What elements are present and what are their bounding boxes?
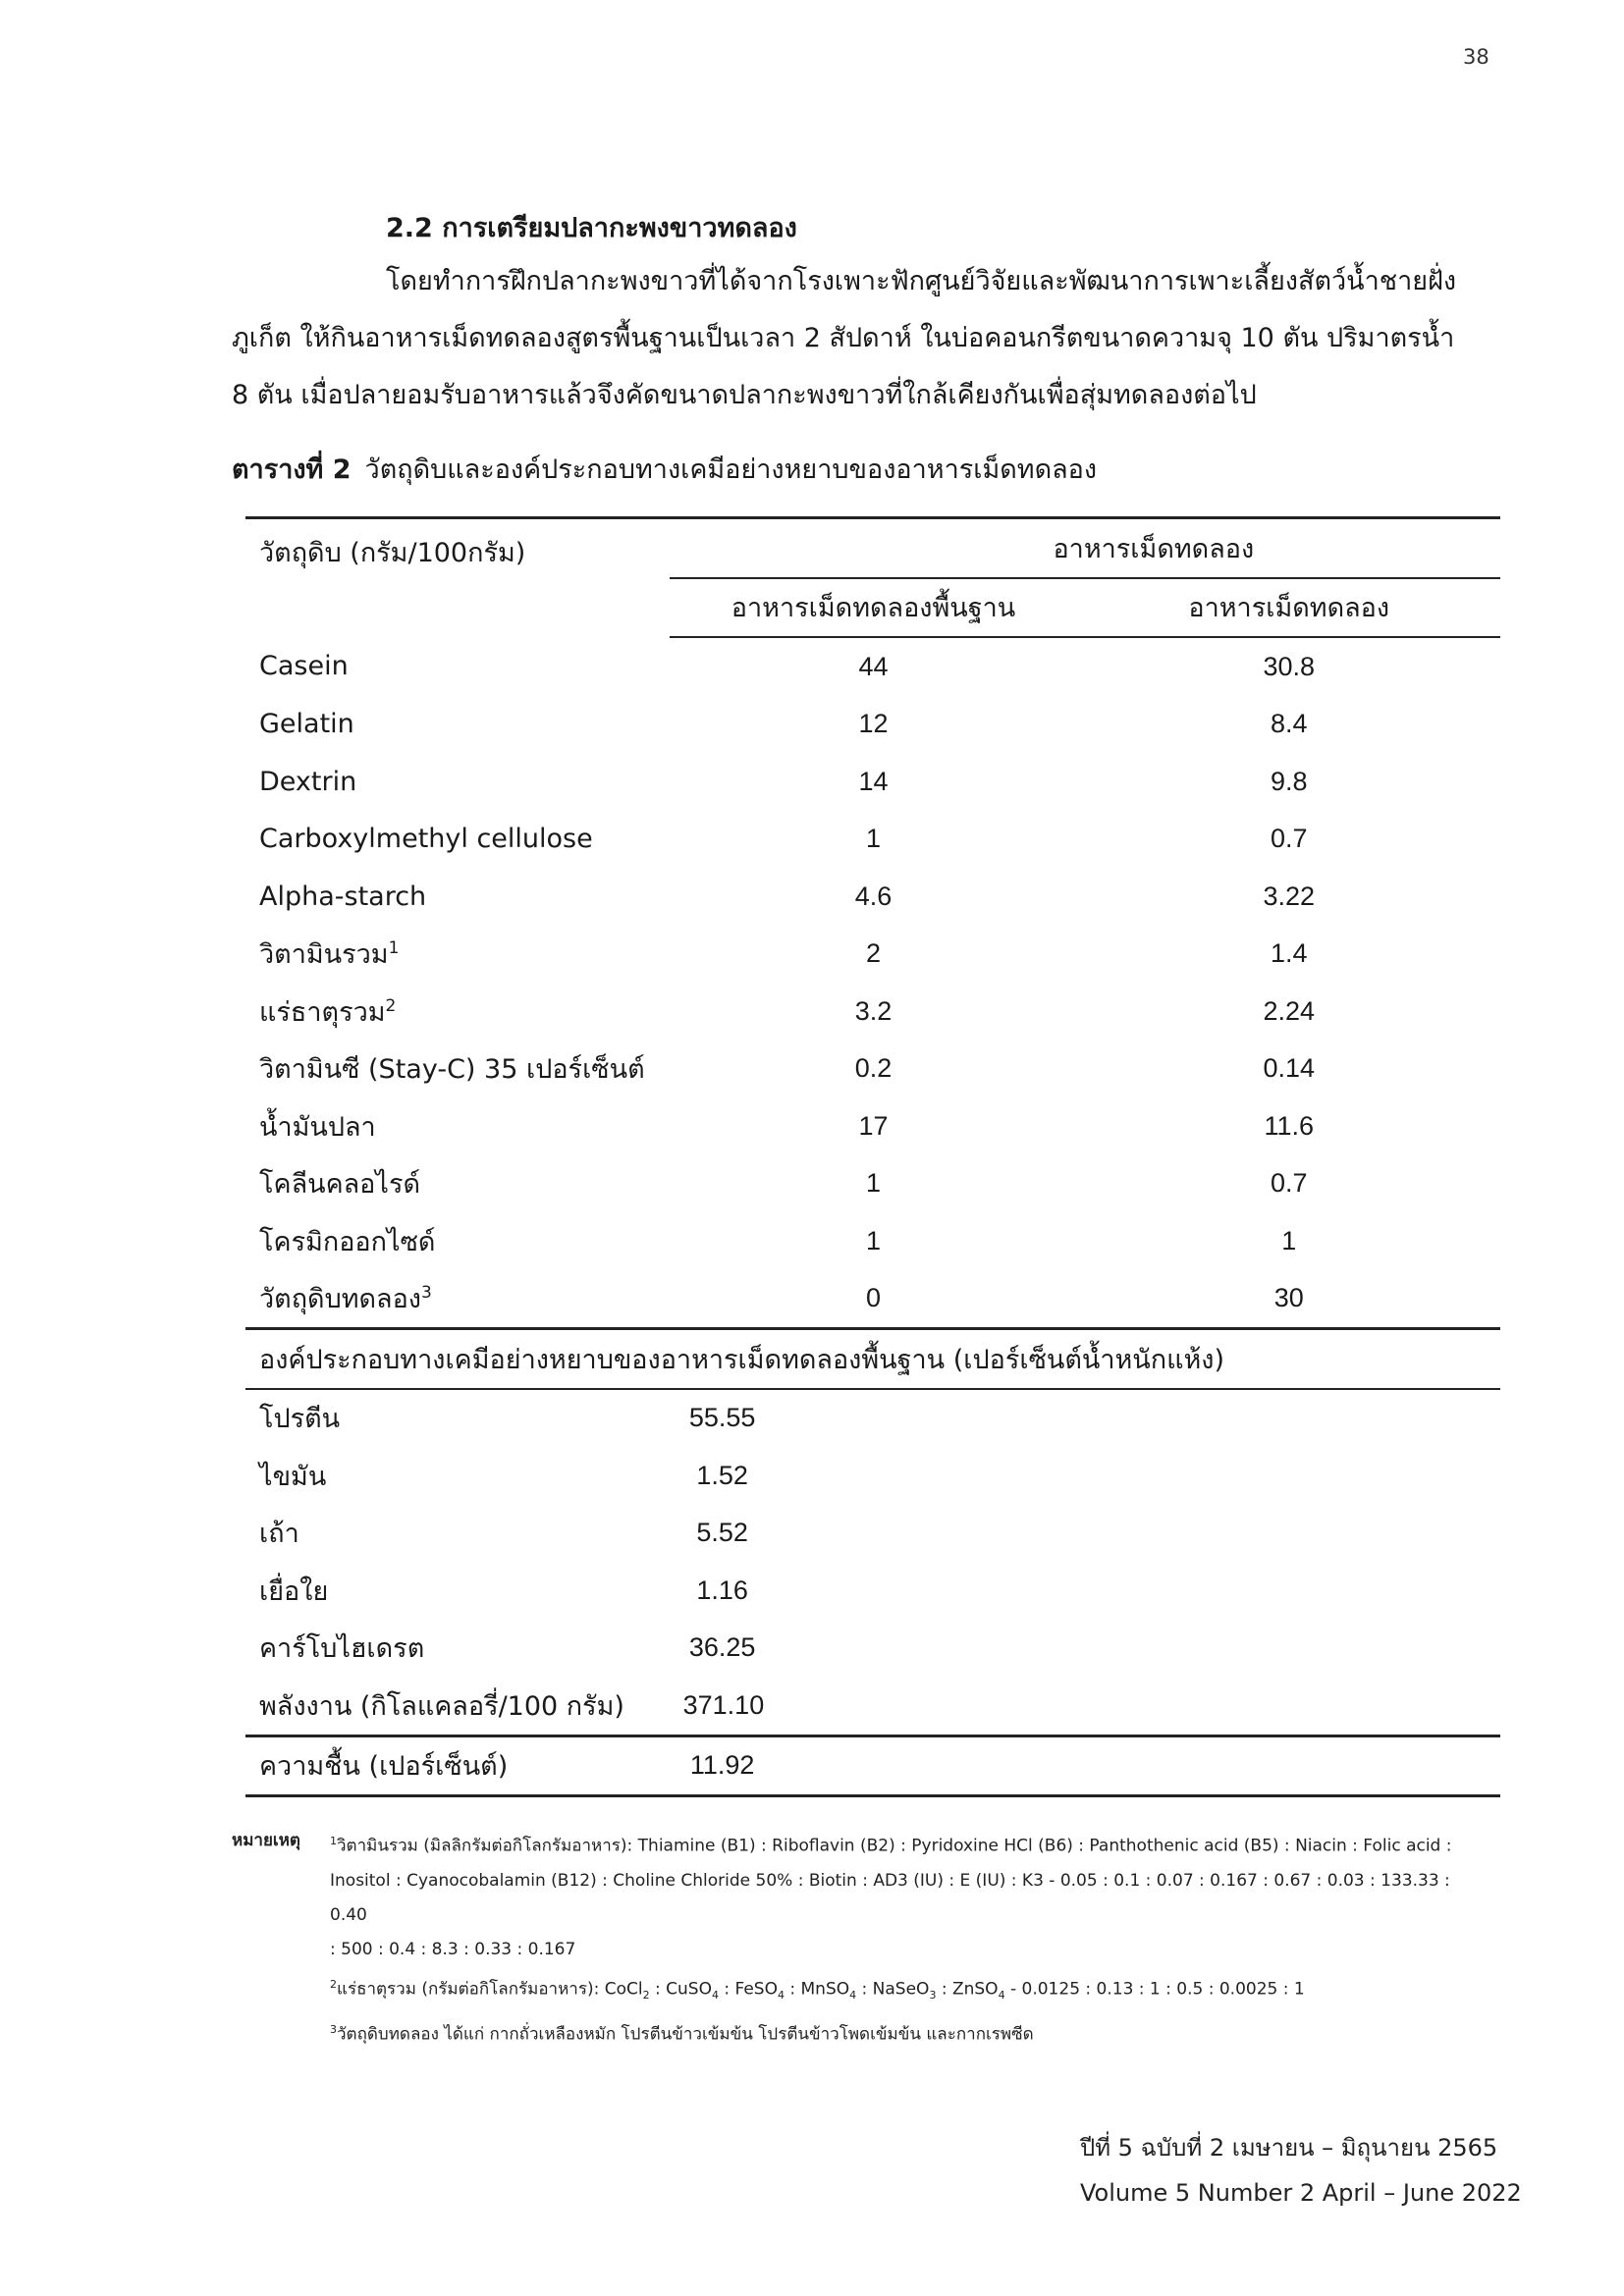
composition-row <box>245 1562 1500 1620</box>
footer-english: Volume 5 Number 2 April – June 2022 <box>1080 2179 1522 2207</box>
composition-value: 5.52 <box>696 1518 748 1548</box>
basal-value: 3.2 <box>854 995 893 1026</box>
test-value: 0.14 <box>1263 1053 1315 1084</box>
ingredient-rows <box>245 637 1500 1329</box>
test-value: 9.8 <box>1270 766 1308 796</box>
basal-value: 4.6 <box>854 881 893 911</box>
basal-value: 44 <box>858 651 889 681</box>
composition-row <box>245 1447 1500 1505</box>
test-value: 0.7 <box>1270 824 1308 854</box>
basal-value: 1 <box>866 824 882 854</box>
ingredient-name: Dextrin <box>259 766 357 797</box>
composition-value: 36.25 <box>688 1632 756 1663</box>
header-ingredient: วัตถุดิบ (กรัม/100กรัม) <box>245 518 670 638</box>
ingredient-name: วัตถุดิบทดลอง$^3$ <box>259 1283 432 1315</box>
basal-value: 17 <box>858 1110 889 1141</box>
composition-name: ไขมัน <box>259 1461 327 1492</box>
table-row <box>245 1041 1500 1098</box>
ingredient-name: วิตามินซี (Stay-C) 35 เปอร์เซ็นต์ <box>259 1054 645 1086</box>
table-row <box>245 753 1500 811</box>
moisture-label: ความชื้น (เปอร์เซ็นต์) <box>245 1735 670 1796</box>
table-caption-text: วัตถุดิบและองค์ประกอบทางเคมีอย่างหยาบของอาหารเม็ดทดลอง <box>364 454 1098 485</box>
table-row <box>245 1097 1500 1155</box>
section-heading: 2.2 การเตรียมปลากะพงขาวทดลอง <box>386 213 797 243</box>
table-row <box>245 637 1500 696</box>
table-row <box>245 811 1500 869</box>
composition-name: เยื่อใย <box>259 1575 329 1607</box>
basal-value: 1 <box>866 1168 882 1199</box>
test-value: 30 <box>1273 1283 1304 1313</box>
composition-value: 1.52 <box>696 1460 748 1490</box>
test-value: 8.4 <box>1270 709 1308 739</box>
table-row <box>245 1270 1500 1329</box>
header-col-basal: อาหารเม็ดทดลองพื้นฐาน <box>670 578 1078 638</box>
test-value: 2.24 <box>1263 995 1315 1026</box>
composition-header-row <box>245 1329 1500 1389</box>
test-value: 1 <box>1281 1225 1297 1255</box>
table-caption <box>232 448 1097 490</box>
body-paragraph <box>232 253 1479 424</box>
composition-name: เถ้า <box>259 1519 299 1550</box>
ingredient-name: Alpha-starch <box>259 881 427 912</box>
composition-header: องค์ประกอบทางเคมีอย่างหยาบของอาหารเม็ดทดลองพื้นฐาน (เปอร์เซ็นต์น้ำหนักแห้ง) <box>245 1329 1500 1389</box>
ingredient-name: น้ำมันปลา <box>259 1111 376 1143</box>
note-1-line-2: Inositol : Cyanocobalamin (B12) : Choline Chloride 50% : Biotin : AD3 (IU) : E (IU) : K3 - 0.05 : 0.1 : 0.07 : 0.167 : 0.67 : 0.03 : 133.33 : 0.40 <box>330 1870 1450 1925</box>
basal-value: 14 <box>858 766 889 796</box>
table-row <box>245 1155 1500 1213</box>
ingredient-name: วิตามินรวม$^1$ <box>259 938 400 971</box>
table-row <box>245 696 1500 754</box>
basal-value: 0.2 <box>854 1053 893 1084</box>
ingredient-name: แร่ธาตุรวม$^2$ <box>259 995 397 1028</box>
test-value: 0.7 <box>1270 1168 1308 1199</box>
body-paragraph-text: โดยทำการฝึกปลากะพงขาวที่ได้จากโรงเพาะฟักศูนย์วิจัยและพัฒนาการเพาะเลี้ยงสัตว์น้ำชายฝั่งภูเก็ต ให้กินอาหารเม็ดทดลองสูตรพื้นฐานเป็นเวลา 2 สัปดาห์ ในบ่อคอนกรีตขนาดความจุ 10 ตัน ปริมาตรน้ำ 8 ตัน เมื่อปลายอมรับอาหารแล้วจึงคัดขนาดปลากะพงขาวที่ใกล้เคียงกันเพื่อสุ่มทดลองต่อไป <box>232 266 1457 410</box>
basal-value: 1 <box>866 1225 882 1255</box>
table-header-row-1 <box>245 518 1500 578</box>
page-number: 38 <box>1463 45 1489 69</box>
table-row <box>245 983 1500 1041</box>
notes-label: หมายเหตุ <box>232 1831 300 1850</box>
ingredient-name: Casein <box>259 651 349 682</box>
note-3: $^3$วัตถุดิบทดลอง ได้แก่ กากถั่วเหลืองหมัก โปรตีนข้าวเข้มข้น โปรตีนข้าวโพดเข้มข้น และกากเรพซีด <box>330 2022 1034 2045</box>
basal-value: 0 <box>866 1283 882 1313</box>
composition-rows <box>245 1389 1500 1736</box>
composition-value: 55.55 <box>688 1403 756 1433</box>
header-col-test: อาหารเม็ดทดลอง <box>1077 578 1500 638</box>
note-1-line-1: $^1$วิตามินรวม (มิลลิกรัมต่อกิโลกรัมอาหาร): Thiamine (B1) : Riboflavin (B2) : Pyridoxine HCl (B6) : Panthothenic acid (B5) : Niacin : Folic acid : <box>330 1835 1452 1856</box>
ingredient-name: โครมิกออกไซด์ <box>259 1226 436 1257</box>
composition-row <box>245 1389 1500 1448</box>
table-row <box>245 926 1500 984</box>
table-row <box>245 1212 1500 1270</box>
composition-name: คาร์โบไฮเดรต <box>259 1633 425 1665</box>
basal-value: 12 <box>858 709 889 739</box>
header-group: อาหารเม็ดทดลอง <box>670 518 1500 578</box>
composition-row <box>245 1505 1500 1563</box>
moisture-row <box>245 1735 1500 1796</box>
ingredient-name: โคลีนคลอไรด์ <box>259 1169 421 1201</box>
composition-row <box>245 1677 1500 1735</box>
test-value: 30.8 <box>1263 651 1315 681</box>
basal-value: 2 <box>866 938 882 969</box>
note-1-line-3: : 500 : 0.4 : 8.3 : 0.33 : 0.167 <box>330 1939 576 1959</box>
table-caption-label: ตารางที่ 2 <box>232 454 352 485</box>
composition-value: 371.10 <box>682 1689 765 1720</box>
ingredient-name: Gelatin <box>259 709 354 740</box>
composition-value: 1.16 <box>696 1575 748 1605</box>
ingredients-table <box>245 516 1500 1797</box>
note-2: $^2$แร่ธาตุรวม (กรัมต่อกิโลกรัมอาหาร): CoCl$_2$ : CuSO$_4$ : FeSO$_4$ : MnSO$_4$ : NaSeO$_3$ : ZnSO$_4$ - 0.0125 : 0.13 : 1 : 0.5 : 0.0025 : 1 <box>330 1977 1305 2002</box>
composition-name: พลังงาน (กิโลแคลอรี่/100 กรัม) <box>259 1690 624 1722</box>
test-value: 1.4 <box>1270 938 1308 969</box>
test-value: 11.6 <box>1264 1110 1314 1141</box>
table-row <box>245 868 1500 926</box>
footer-thai: ปีที่ 5 ฉบับที่ 2 เมษายน – มิถุนายน 2565 <box>1080 2134 1498 2162</box>
test-value: 3.22 <box>1263 881 1315 911</box>
ingredient-name: Carboxylmethyl cellulose <box>259 824 593 855</box>
composition-row <box>245 1620 1500 1678</box>
composition-name: โปรตีน <box>259 1404 341 1435</box>
moisture-value: 11.92 <box>670 1735 1078 1796</box>
table-notes <box>232 1824 1489 2052</box>
